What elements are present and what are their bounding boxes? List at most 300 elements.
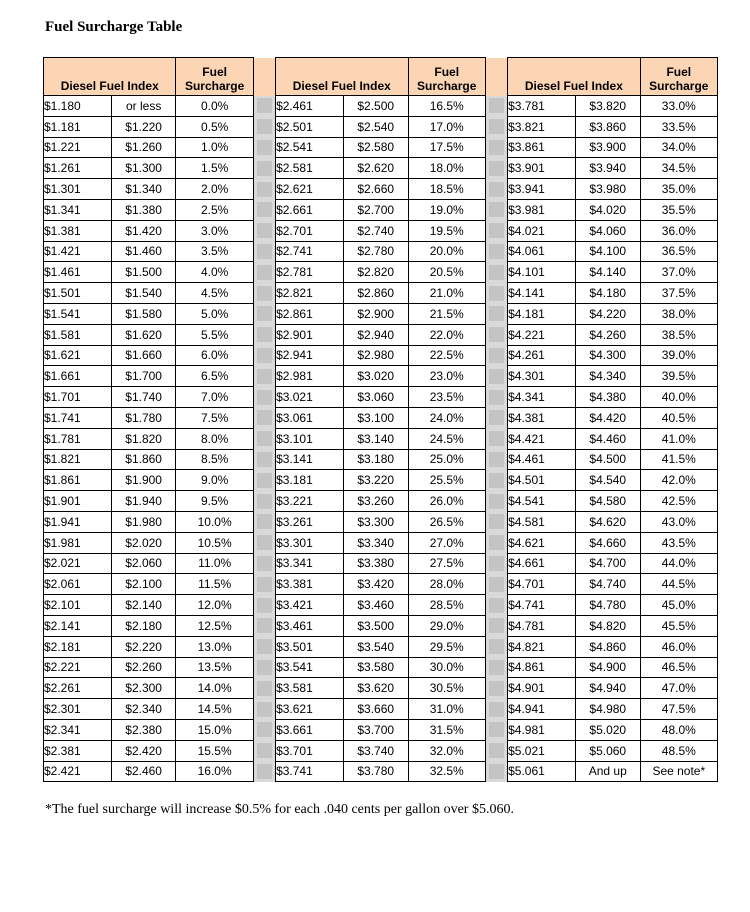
index-from-cell: $2.501 [276,116,344,137]
surcharge-cell: 35.0% [640,179,717,200]
index-to-cell: $2.900 [343,303,408,324]
column-separator [253,595,275,616]
table-row [44,636,718,657]
surcharge-cell: 30.0% [408,657,485,678]
index-from-cell: $3.341 [276,553,344,574]
table-row [44,511,718,532]
index-from-cell: $4.741 [508,595,576,616]
table-row [44,719,718,740]
index-from-cell: $2.101 [44,595,112,616]
index-from-cell: $3.541 [276,657,344,678]
surcharge-header: Fuel Surcharge [640,58,717,96]
surcharge-cell: 0.0% [176,96,253,117]
index-to-cell: $2.100 [111,574,176,595]
table-row [44,303,718,324]
surcharge-cell: 40.0% [640,387,717,408]
column-separator [253,407,275,428]
column-separator [253,719,275,740]
column-separator [253,470,275,491]
index-to-cell: $2.020 [111,532,176,553]
surcharge-cell: 16.5% [408,96,485,117]
index-to-cell: $1.220 [111,116,176,137]
column-separator [253,283,275,304]
index-to-cell: $3.500 [343,615,408,636]
table-row [44,262,718,283]
column-separator [485,678,507,699]
index-from-cell: $1.180 [44,96,112,117]
surcharge-cell: 34.0% [640,137,717,158]
surcharge-cell: 17.0% [408,116,485,137]
surcharge-cell: 44.5% [640,574,717,595]
index-to-cell: $3.940 [575,158,640,179]
table-row [44,241,718,262]
surcharge-cell: 34.5% [640,158,717,179]
index-from-cell: $4.501 [508,470,576,491]
column-separator [485,740,507,761]
surcharge-cell: 12.0% [176,595,253,616]
index-to-cell: $5.060 [575,740,640,761]
index-from-cell: $2.981 [276,366,344,387]
column-separator [253,241,275,262]
surcharge-cell: 0.5% [176,116,253,137]
column-separator [485,511,507,532]
index-from-cell: $4.781 [508,615,576,636]
table-row [44,553,718,574]
index-from-cell: $3.221 [276,491,344,512]
surcharge-cell: 10.5% [176,532,253,553]
table-row [44,407,718,428]
index-to-cell: $4.140 [575,262,640,283]
index-from-cell: $2.021 [44,553,112,574]
surcharge-cell: 13.0% [176,636,253,657]
index-to-cell: $1.660 [111,345,176,366]
index-to-cell: $1.820 [111,428,176,449]
index-to-cell: $2.540 [343,116,408,137]
column-separator [253,199,275,220]
index-to-cell: $5.020 [575,719,640,740]
surcharge-cell: 25.0% [408,449,485,470]
surcharge-cell: 12.5% [176,615,253,636]
index-to-cell: $2.740 [343,220,408,241]
table-row [44,699,718,720]
surcharge-cell: 42.5% [640,491,717,512]
index-from-cell: $3.381 [276,574,344,595]
surcharge-header: Fuel Surcharge [176,58,253,96]
index-to-cell: $4.220 [575,303,640,324]
surcharge-cell: 28.0% [408,574,485,595]
index-from-cell: $3.981 [508,199,576,220]
column-separator [485,532,507,553]
footnote: *The fuel surcharge will increase $0.5% for each .040 cents per gallon over $5.060. [45,802,514,817]
column-separator [253,324,275,345]
surcharge-header: Fuel Surcharge [408,58,485,96]
surcharge-cell: 40.5% [640,407,717,428]
index-to-cell: $4.900 [575,657,640,678]
index-to-cell: $4.740 [575,574,640,595]
surcharge-cell: 3.0% [176,220,253,241]
index-from-cell: $4.821 [508,636,576,657]
index-from-cell: $2.461 [276,96,344,117]
index-from-cell: $2.901 [276,324,344,345]
surcharge-cell: 39.5% [640,366,717,387]
index-to-cell: $2.660 [343,179,408,200]
index-to-cell: $1.260 [111,137,176,158]
column-separator [253,262,275,283]
index-from-cell: $4.221 [508,324,576,345]
column-separator [485,116,507,137]
column-separator [253,220,275,241]
surcharge-cell: 43.0% [640,511,717,532]
column-separator [485,761,507,782]
index-from-cell: $2.821 [276,283,344,304]
index-to-cell: or less [111,96,176,117]
index-from-cell: $4.701 [508,574,576,595]
index-to-cell: $2.220 [111,636,176,657]
index-from-cell: $1.301 [44,179,112,200]
table-row [44,179,718,200]
surcharge-cell: 46.5% [640,657,717,678]
index-from-cell: $3.461 [276,615,344,636]
surcharge-cell: 45.0% [640,595,717,616]
surcharge-cell: 6.5% [176,366,253,387]
surcharge-cell: 38.5% [640,324,717,345]
column-separator [253,615,275,636]
column-separator [253,511,275,532]
surcharge-cell: 1.0% [176,137,253,158]
header-row [44,58,718,96]
index-to-cell: $2.860 [343,283,408,304]
index-from-cell: $3.181 [276,470,344,491]
index-from-cell: $3.501 [276,636,344,657]
column-separator [485,615,507,636]
index-from-cell: $1.661 [44,366,112,387]
index-from-cell: $2.661 [276,199,344,220]
index-to-cell: $4.500 [575,449,640,470]
index-from-cell: $2.741 [276,241,344,262]
index-to-cell: $4.620 [575,511,640,532]
index-from-cell: $3.941 [508,179,576,200]
surcharge-cell: 5.5% [176,324,253,345]
column-separator [253,387,275,408]
index-to-cell: $3.020 [343,366,408,387]
surcharge-cell: 31.0% [408,699,485,720]
index-to-cell: $4.940 [575,678,640,699]
index-to-cell: $2.420 [111,740,176,761]
index-to-cell: $3.700 [343,719,408,740]
surcharge-cell: 27.0% [408,532,485,553]
column-separator [485,262,507,283]
index-to-cell: $1.380 [111,199,176,220]
surcharge-cell: 4.0% [176,262,253,283]
index-from-cell: $2.221 [44,657,112,678]
index-from-cell: $1.701 [44,387,112,408]
index-to-cell: $4.420 [575,407,640,428]
page-title: Fuel Surcharge Table [45,19,183,35]
table-row [44,615,718,636]
surcharge-cell: 41.5% [640,449,717,470]
surcharge-cell: 9.0% [176,470,253,491]
index-to-cell: $2.180 [111,615,176,636]
column-separator [253,137,275,158]
surcharge-cell: 24.0% [408,407,485,428]
index-from-cell: $1.821 [44,449,112,470]
index-to-cell: $3.860 [575,116,640,137]
table-row [44,345,718,366]
index-from-cell: $4.581 [508,511,576,532]
column-separator [485,324,507,345]
index-to-cell: And up [575,761,640,782]
index-to-cell: $1.940 [111,491,176,512]
surcharge-cell: 45.5% [640,615,717,636]
index-to-cell: $3.260 [343,491,408,512]
surcharge-cell: 42.0% [640,470,717,491]
index-from-cell: $2.181 [44,636,112,657]
index-to-cell: $2.500 [343,96,408,117]
index-from-cell: $1.861 [44,470,112,491]
surcharge-cell: 29.0% [408,615,485,636]
index-from-cell: $1.421 [44,241,112,262]
surcharge-cell: 30.5% [408,678,485,699]
column-separator [485,303,507,324]
index-from-cell: $2.581 [276,158,344,179]
index-to-cell: $2.980 [343,345,408,366]
index-to-cell: $4.660 [575,532,640,553]
index-to-cell: $4.340 [575,366,640,387]
table-row [44,387,718,408]
surcharge-cell: 47.0% [640,678,717,699]
index-to-cell: $1.540 [111,283,176,304]
column-separator [253,116,275,137]
surcharge-cell: 36.5% [640,241,717,262]
index-to-cell: $1.860 [111,449,176,470]
table-row [44,220,718,241]
column-separator [253,678,275,699]
index-to-cell: $2.340 [111,699,176,720]
index-from-cell: $1.541 [44,303,112,324]
surcharge-cell: 23.5% [408,387,485,408]
index-to-cell: $2.780 [343,241,408,262]
table-row [44,324,718,345]
index-from-cell: $4.021 [508,220,576,241]
surcharge-cell: 2.0% [176,179,253,200]
surcharge-cell: 39.0% [640,345,717,366]
index-to-cell: $4.860 [575,636,640,657]
column-separator [485,636,507,657]
index-to-cell: $4.820 [575,615,640,636]
index-from-cell: $1.621 [44,345,112,366]
surcharge-cell: 8.5% [176,449,253,470]
index-to-cell: $3.620 [343,678,408,699]
surcharge-cell: 22.5% [408,345,485,366]
table-row [44,740,718,761]
index-from-cell: $4.621 [508,532,576,553]
index-to-cell: $3.100 [343,407,408,428]
column-separator [253,96,275,117]
index-to-cell: $1.580 [111,303,176,324]
surcharge-cell: 14.5% [176,699,253,720]
surcharge-cell: 11.5% [176,574,253,595]
index-from-cell: $4.341 [508,387,576,408]
index-to-cell: $4.700 [575,553,640,574]
index-to-cell: $1.740 [111,387,176,408]
index-to-cell: $2.380 [111,719,176,740]
index-from-cell: $3.861 [508,137,576,158]
surcharge-cell: 21.5% [408,303,485,324]
index-from-cell: $4.261 [508,345,576,366]
table-row [44,96,718,117]
index-header: Diesel Fuel Index [276,58,408,96]
table-row [44,595,718,616]
table-row [44,116,718,137]
surcharge-cell: 6.0% [176,345,253,366]
column-separator [485,719,507,740]
index-from-cell: $4.661 [508,553,576,574]
index-from-cell: $4.301 [508,366,576,387]
table-row [44,657,718,678]
index-to-cell: $2.940 [343,324,408,345]
table-row [44,283,718,304]
column-separator [485,449,507,470]
column-separator [253,657,275,678]
index-from-cell: $3.661 [276,719,344,740]
index-from-cell: $2.701 [276,220,344,241]
column-separator [253,345,275,366]
column-separator [485,574,507,595]
index-to-cell: $1.420 [111,220,176,241]
index-to-cell: $2.700 [343,199,408,220]
index-to-cell: $2.820 [343,262,408,283]
index-to-cell: $4.260 [575,324,640,345]
surcharge-cell: 11.0% [176,553,253,574]
index-to-cell: $4.780 [575,595,640,616]
surcharge-cell: 36.0% [640,220,717,241]
column-separator [253,699,275,720]
surcharge-cell: 33.0% [640,96,717,117]
fuel-surcharge-table [43,57,718,782]
index-to-cell: $4.060 [575,220,640,241]
column-separator [253,449,275,470]
index-from-cell: $3.061 [276,407,344,428]
index-to-cell: $3.780 [343,761,408,782]
index-to-cell: $3.540 [343,636,408,657]
surcharge-cell: 13.5% [176,657,253,678]
index-from-cell: $4.061 [508,241,576,262]
column-separator [485,96,507,117]
index-from-cell: $1.221 [44,137,112,158]
surcharge-cell: 5.0% [176,303,253,324]
index-from-cell: $4.381 [508,407,576,428]
column-separator [485,407,507,428]
index-from-cell: $2.341 [44,719,112,740]
surcharge-cell: 20.5% [408,262,485,283]
index-from-cell: $2.301 [44,699,112,720]
index-to-cell: $3.300 [343,511,408,532]
surcharge-cell: 9.5% [176,491,253,512]
index-header: Diesel Fuel Index [44,58,176,96]
column-separator [485,387,507,408]
index-to-cell: $3.900 [575,137,640,158]
index-to-cell: $3.660 [343,699,408,720]
column-separator [485,366,507,387]
index-from-cell: $1.981 [44,532,112,553]
index-to-cell: $3.980 [575,179,640,200]
column-separator [485,657,507,678]
surcharge-cell: 15.0% [176,719,253,740]
index-from-cell: $4.461 [508,449,576,470]
index-to-cell: $1.500 [111,262,176,283]
index-to-cell: $3.580 [343,657,408,678]
index-from-cell: $3.741 [276,761,344,782]
surcharge-cell: 37.5% [640,283,717,304]
surcharge-cell: 23.0% [408,366,485,387]
index-to-cell: $4.460 [575,428,640,449]
column-separator [485,179,507,200]
index-to-cell: $3.460 [343,595,408,616]
index-from-cell: $4.901 [508,678,576,699]
index-from-cell: $4.101 [508,262,576,283]
index-to-cell: $3.380 [343,553,408,574]
index-from-cell: $3.301 [276,532,344,553]
index-from-cell: $4.861 [508,657,576,678]
index-from-cell: $1.581 [44,324,112,345]
index-to-cell: $4.020 [575,199,640,220]
index-to-cell: $1.980 [111,511,176,532]
column-separator [485,595,507,616]
surcharge-cell: 32.0% [408,740,485,761]
column-separator [485,220,507,241]
column-separator [485,241,507,262]
surcharge-cell: 47.5% [640,699,717,720]
surcharge-cell: 7.5% [176,407,253,428]
index-from-cell: $2.781 [276,262,344,283]
index-to-cell: $2.580 [343,137,408,158]
surcharge-cell: 38.0% [640,303,717,324]
index-to-cell: $3.060 [343,387,408,408]
table-row [44,199,718,220]
index-to-cell: $1.340 [111,179,176,200]
index-from-cell: $3.141 [276,449,344,470]
column-separator [253,636,275,657]
column-separator [253,553,275,574]
table-row [44,158,718,179]
surcharge-cell: 46.0% [640,636,717,657]
column-separator [253,491,275,512]
column-separator [485,199,507,220]
column-separator [253,303,275,324]
index-from-cell: $2.621 [276,179,344,200]
column-separator [485,137,507,158]
surcharge-cell: 31.5% [408,719,485,740]
index-from-cell: $2.381 [44,740,112,761]
index-from-cell: $1.261 [44,158,112,179]
table-row [44,574,718,595]
column-separator [485,283,507,304]
column-separator [253,740,275,761]
table-row [44,491,718,512]
index-from-cell: $3.021 [276,387,344,408]
index-from-cell: $3.701 [276,740,344,761]
index-from-cell: $1.901 [44,491,112,512]
column-separator [485,58,507,96]
index-from-cell: $1.941 [44,511,112,532]
surcharge-cell: 10.0% [176,511,253,532]
index-from-cell: $2.421 [44,761,112,782]
surcharge-cell: 44.0% [640,553,717,574]
column-separator [485,699,507,720]
surcharge-cell: 41.0% [640,428,717,449]
index-to-cell: $3.740 [343,740,408,761]
surcharge-cell: 20.0% [408,241,485,262]
